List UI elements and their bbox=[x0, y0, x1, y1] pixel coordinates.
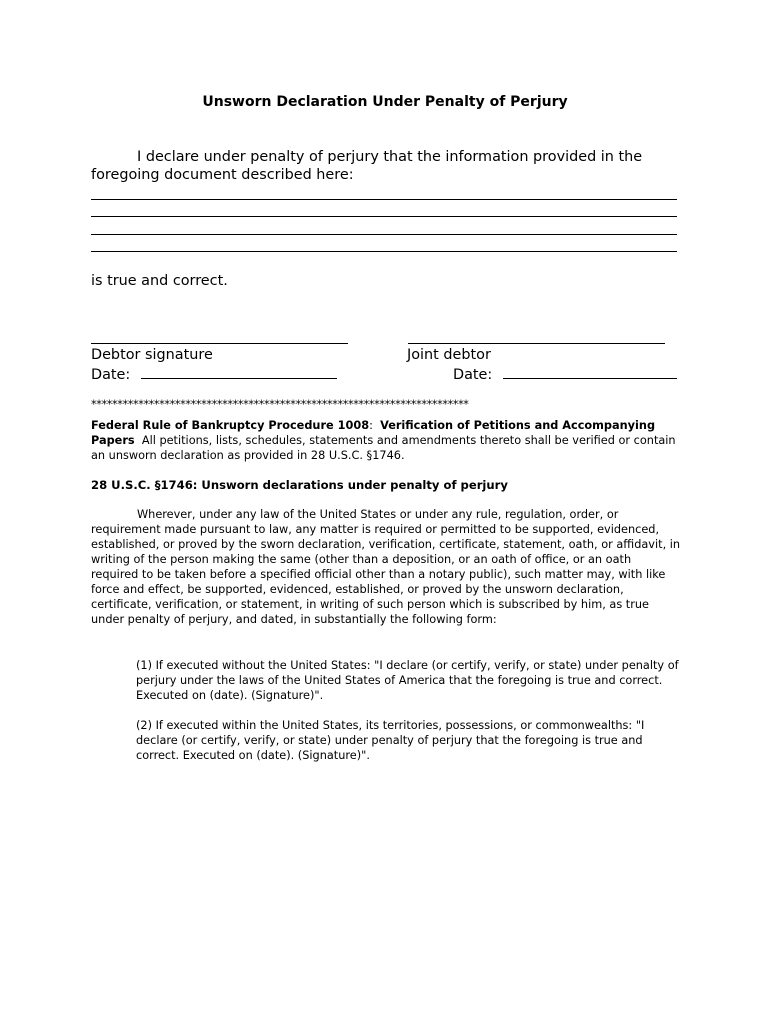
rule-1008-heading: Federal Rule of Bankruptcy Procedure 1008 bbox=[91, 419, 370, 432]
joint-debtor-date-field[interactable] bbox=[503, 364, 677, 379]
debtor-signature-block bbox=[91, 346, 337, 384]
joint-debtor-date-label: Date: bbox=[453, 367, 493, 383]
joint-debtor-date-row bbox=[453, 364, 677, 384]
separator-stars: ************************************************************************ bbox=[91, 398, 469, 411]
intro-line-1: I declare under penalty of perjury that the information provided in the bbox=[137, 149, 643, 165]
rule-1008-colon: : bbox=[369, 419, 373, 432]
debtor-date-label: Date: bbox=[91, 367, 131, 383]
joint-debtor-label: Joint debtor bbox=[407, 347, 491, 363]
rule-1008-subheading: Verification of Petitions and Accompanying Papers bbox=[91, 419, 656, 447]
true-and-correct-text: is true and correct. bbox=[91, 273, 228, 289]
form-quote-2: (2) If executed within the United States, its territories, possessions, or commonwealths: "I declare (or certify, verify, or state) under penalty of perjury that the foregoing is true and correct. Executed on (date). (Signature)". bbox=[136, 719, 645, 762]
usc-1746-paragraph bbox=[91, 507, 681, 627]
description-line-1[interactable] bbox=[91, 199, 677, 200]
joint-debtor-signature-line[interactable] bbox=[408, 343, 665, 344]
declaration-intro bbox=[91, 148, 681, 184]
usc-1746-heading: 28 U.S.C. §1746: Unsworn declarations under penalty of perjury bbox=[91, 478, 508, 492]
debtor-date-field[interactable] bbox=[141, 364, 337, 379]
form-quote-1: (1) If executed without the United States: "I declare (or certify, verify, or state) under penalty of perjury under the laws of the United States of America that the foregoing is true and correct. Executed on (date). (Signature)". bbox=[136, 659, 679, 702]
debtor-signature-label: Debtor signature bbox=[91, 347, 213, 363]
document-title: Unsworn Declaration Under Penalty of Perjury bbox=[202, 94, 568, 110]
debtor-signature-line[interactable] bbox=[91, 343, 348, 344]
description-line-4[interactable] bbox=[91, 251, 677, 252]
intro-line-2: foregoing document described here: bbox=[91, 167, 354, 183]
description-line-3[interactable] bbox=[91, 234, 677, 235]
rule-1008-text: All petitions, lists, schedules, statements and amendments thereto shall be verified or contain an unsworn declaration as provided in 28 U.S.C. §1746. bbox=[91, 434, 676, 462]
description-line-2[interactable] bbox=[91, 216, 677, 217]
debtor-date-row bbox=[91, 364, 337, 384]
usc-1746-paragraph-text: Wherever, under any law of the United States or under any rule, regulation, order, or requirement made pursuant to law, any matter is required or permitted to be supported, evidenced, established, or proved by the sworn declaration, verification, certificate, statement, oath, or affidavit, in writing of the person making the same (other than a deposition, or an oath of office, or an oath required to be taken before a specified official other than a notary public), such matter may, with like force and effect, be supported, evidenced, established, or proved by the unsworn declaration, certificate, verification, or statement, in writing of such person which is subscribed by him, as true under penalty of perjury, and dated, in substantially the following form: bbox=[91, 508, 681, 626]
rule-1008-block bbox=[91, 418, 681, 463]
